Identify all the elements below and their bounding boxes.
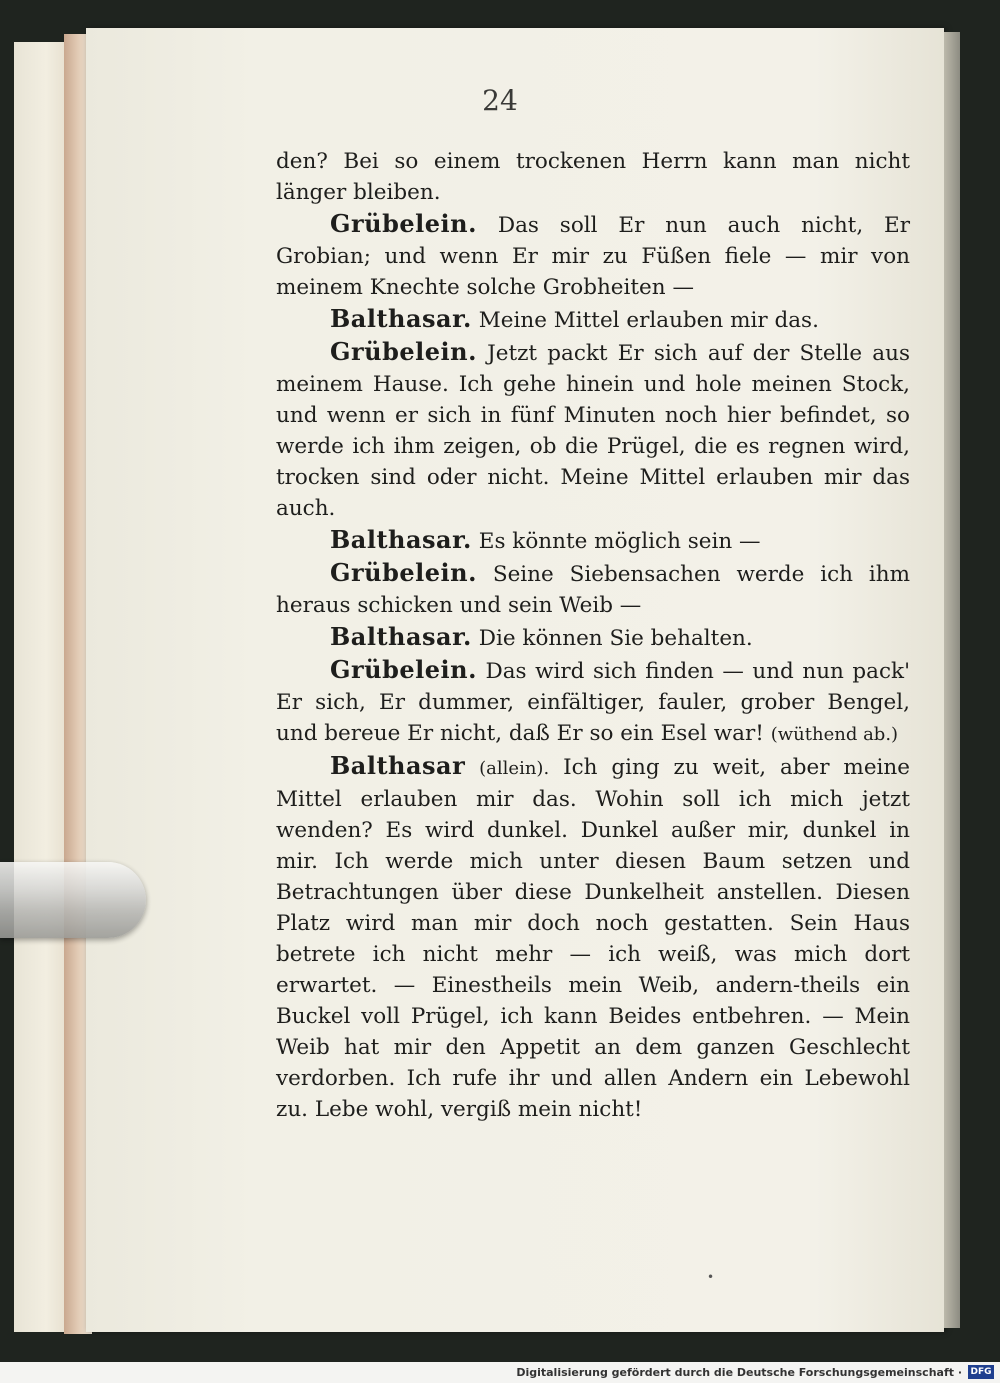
paragraph-1 [276,208,910,303]
paragraph-text: Das soll Er nun auch nicht, Er Grobian; und wenn Er mir zu Füßen fiele — mir von meinem Knechte solche Grobheiten — [276,213,910,300]
paragraph-text: Ich ging zu weit, aber meine Mittel erlauben mir das. Wohin soll ich mich jetzt wenden? Es wird dunkel. Dunkel außer mir, dunkel in mir. Ich werde mich unter diesen Baum setzen und Betrachtungen über diese Dunkelheit anstellen. Diesen Platz wird man mir doch noch gestatten. Sein Haus betrete ich nicht mehr — ich weiß, was mich dort erwartet. — Einestheils mein Weib, andern-theils ein Buckel voll Prügel, ich kann Beides entbehren. — Mein Weib hat mir den Appetit an dem ganzen Geschlecht verdorben. Ich rufe ihr und allen Andern ein Lebewohl zu. Lebe wohl, vergiß mein nicht! [276,755,910,1122]
stage-direction: (allein). [479,758,550,779]
speaker-name: Balthasar. [330,622,472,651]
speaker-name: Balthasar. [330,525,472,554]
paragraph-2 [276,303,910,336]
stage-direction: (wüthend ab.) [770,724,899,745]
paragraph-text: Das wird sich finden — und nun pack' Er sich, Er dummer, einfältiger, fauler, grober Bengel, und bereue Er nicht, daß Er so ein Esel war! [276,659,910,746]
ink-mark: • [707,1270,715,1284]
paragraph-text: Die können Sie behalten. [478,626,753,651]
speaker-name: Balthasar. [330,304,472,333]
speaker-name: Balthasar [330,751,466,780]
paragraph-3 [276,336,910,524]
paragraph-text: Meine Mittel erlauben mir das. [478,308,819,333]
speaker-name: Grübelein. [330,209,477,238]
page-number: 24 [482,84,518,117]
page-text [276,146,910,1125]
speaker-name: Grübelein. [330,558,477,587]
paragraph-8 [276,750,910,1125]
next-page-edge [944,32,960,1328]
page-clip [0,862,146,938]
paragraph-6 [276,621,910,654]
paragraph-5 [276,557,910,621]
paragraph-text: Jetzt packt Er sich auf der Stelle aus meinem Hause. Ich gehe hinein und hole meinen Stock, und wenn er sich in fünf Minuten noch hier befindet, so werde ich ihm zeigen, ob die Prügel, die es regnen wird, trocken sind oder nicht. Meine Mittel erlauben mir das auch. [276,341,910,521]
speaker-name: Grübelein. [330,655,477,684]
paragraph-text: Es könnte möglich sein — [478,529,761,554]
dfg-logo: DFG [968,1365,994,1379]
footer-bar [0,1362,1000,1383]
paragraph-7 [276,654,910,750]
paragraph-4 [276,524,910,557]
funding-notice: Digitalisierung gefördert durch die Deutsche Forschungsgemeinschaft · [516,1366,962,1379]
speaker-name: Grübelein. [330,337,477,366]
paragraph-text: den? Bei so einem trockenen Herrn kann man nicht länger bleiben. [276,149,910,205]
paragraph-0 [276,146,910,208]
paragraph-text: Seine Siebensachen werde ich ihm heraus schicken und sein Weib — [276,562,910,618]
